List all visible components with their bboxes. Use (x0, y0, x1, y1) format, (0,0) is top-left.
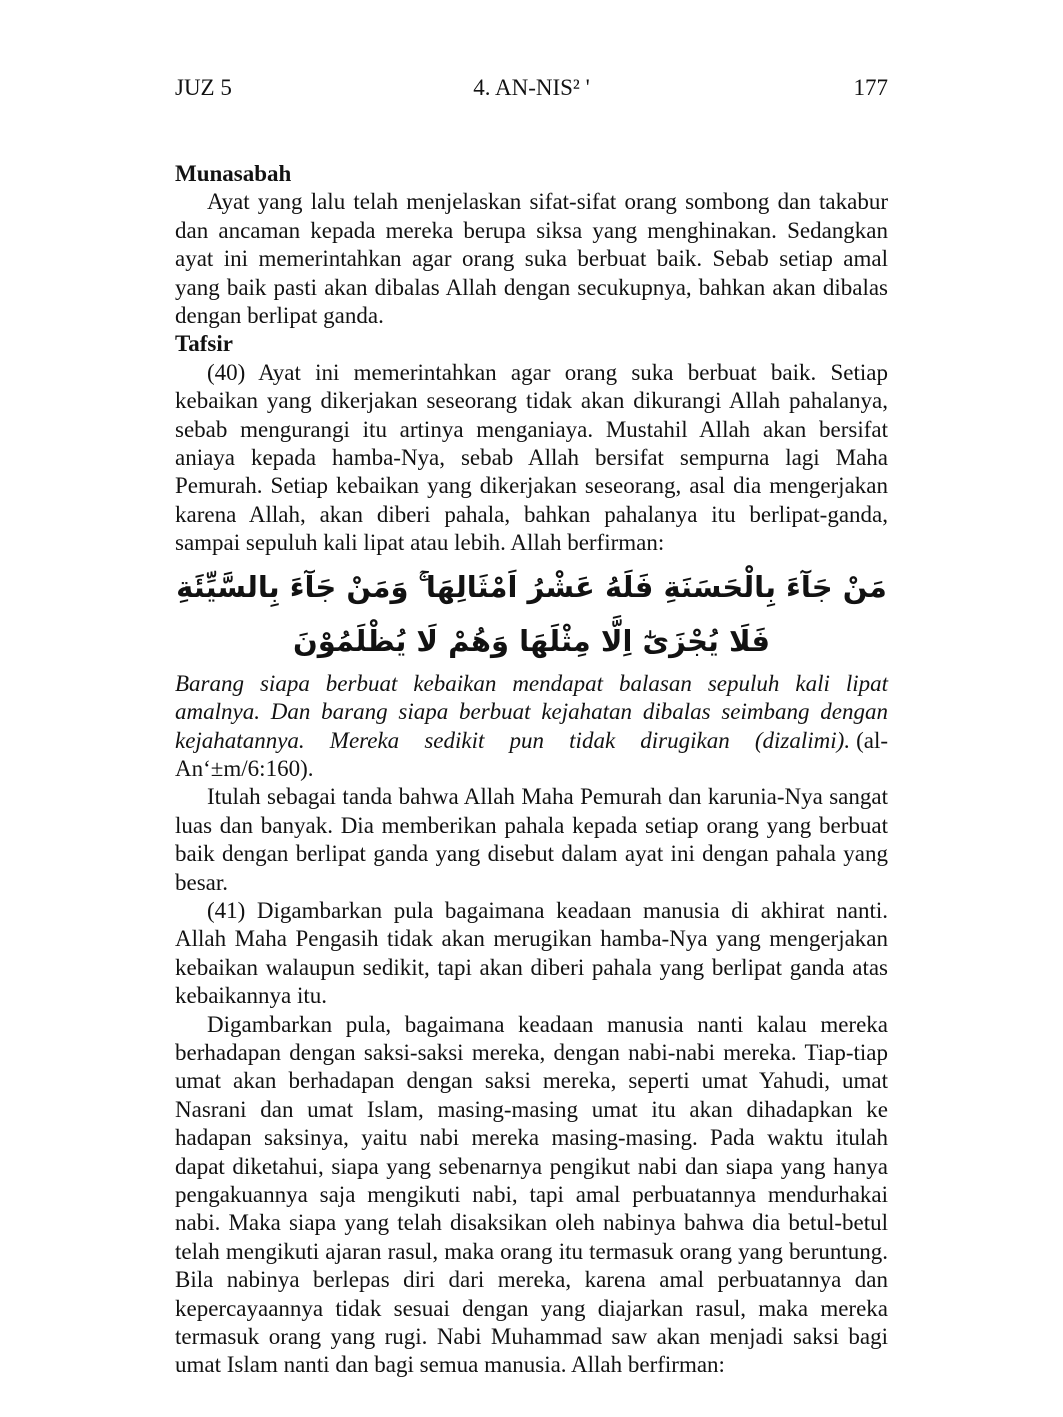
verse-translation-text: Barang siapa berbuat kebaikan mendapat balasan sepuluh kali lipat amalnya. Dan barang siapa berbuat kejahatan dibalas seimbang dengan kejahatannya. Mereka sedikit pun tidak dirugikan (dizalimi). (175, 670, 888, 753)
header-juz-label: JUZ 5 (175, 75, 232, 100)
arabic-verse-calligraphy: مَنْ جَآءَ بِالْحَسَنَةِ فَلَهُ عَشْرُ اَمْثَالِهَا ۚ وَمَنْ جَآءَ بِالسَّيِّئَةِ فَلَا يُجْزَىٰٓ اِلَّا مِثْلَهَا وَهُمْ لَا يُظْلَمُوْنَ (176, 569, 887, 658)
verse-translation (175, 670, 888, 784)
tafsir-heading: Tafsir (175, 331, 233, 357)
page-content (175, 160, 888, 1380)
tafsir-paragraph-40: (40) Ayat ini memerintahkan agar orang suka berbuat baik. Setiap kebaikan yang dikerjakan seseorang tidak akan dikurangi Allah pahalanya, sebab mengurangi itu artinya menganiaya. Mustahil Allah akan bersifat aniaya kepada hamba-Nya, sebab Allah bersifat sempurna lagi Maha Pemurah. Setiap kebaikan yang dikerjakan seseorang, asal dia mengerjakan karena Allah, akan diberi pahala, bahkan pahalanya itu berlipat-ganda, sampai sepuluh kali lipat atau lebih. Allah berfirman: (175, 359, 888, 556)
paragraph-itulah: Itulah sebagai tanda bahwa Allah Maha Pemurah dan karunia-Nya sangat luas dan banyak. Dia memberikan pahala kepada setiap orang yang berbuat baik dengan berlipat ganda yang disebut dalam ayat ini dengan pahala yang besar. (175, 784, 888, 895)
munasabah-heading: Munasabah (175, 161, 292, 186)
munasabah-paragraph: Ayat yang lalu telah menjelaskan sifat-sifat orang sombong dan takabur dan ancaman kepada mereka berupa siksa yang menghinakan. Sedangkan ayat ini memerintahkan agar orang suka berbuat baik. Sebab setiap amal yang baik pasti akan dibalas Allah dengan secukupnya, bahkan akan dibalas dengan berlipat ganda. (175, 189, 888, 329)
verse-reference: (al-An‘±m/6:160). (175, 727, 888, 781)
paragraph-41: (41) Digambarkan pula bagaimana keadaan manusia di akhirat nanti. Allah Maha Pengasih tidak akan merugikan hamba-Nya yang mengerjakan kebaikan walaupun sedikit, tapi akan diberi pahala yang berlipat ganda atas kebaikannya itu. (175, 897, 888, 1009)
paragraph-digambarkan: Digambarkan pula, bagaimana keadaan manusia nanti kalau mereka berhadapan dengan saksi-saksi mereka, dengan nabi-nabi mereka. Tiap-tiap umat akan berhadapan dengan saksi mereka, seperti umat Yahudi, umat Nasrani dan umat Islam, masing-masing umat itu akan dihadapkan ke hadapan saksinya, yaitu nabi mereka masing-masing. Pada waktu itulah dapat diketahui, siapa yang sebenarnya pengikut nabi dan siapa yang hanya pengakuannya saja mengikuti nabi, tapi amal perbuatannya mendurhakai nabi. Maka siapa yang telah disaksikan oleh nabinya bahwa dia betul-betul telah mengikuti ajaran rasul, maka orang itu termasuk orang yang beruntung. Bila nabinya berlepas diri dari mereka, karena amal perbuatannya dan kepercayaannya tidak sesuai dengan yang diajarkan rasul, maka mereka termasuk orang yang rugi. Nabi Muhammad saw akan menjadi saksi bagi umat Islam nanti dan bagi semua manusia. Allah berfirman: (175, 1011, 888, 1378)
header-page-number: 177 (853, 75, 888, 100)
page-header (175, 76, 888, 100)
header-surah-title: 4. AN-NIS² ' (473, 75, 590, 100)
